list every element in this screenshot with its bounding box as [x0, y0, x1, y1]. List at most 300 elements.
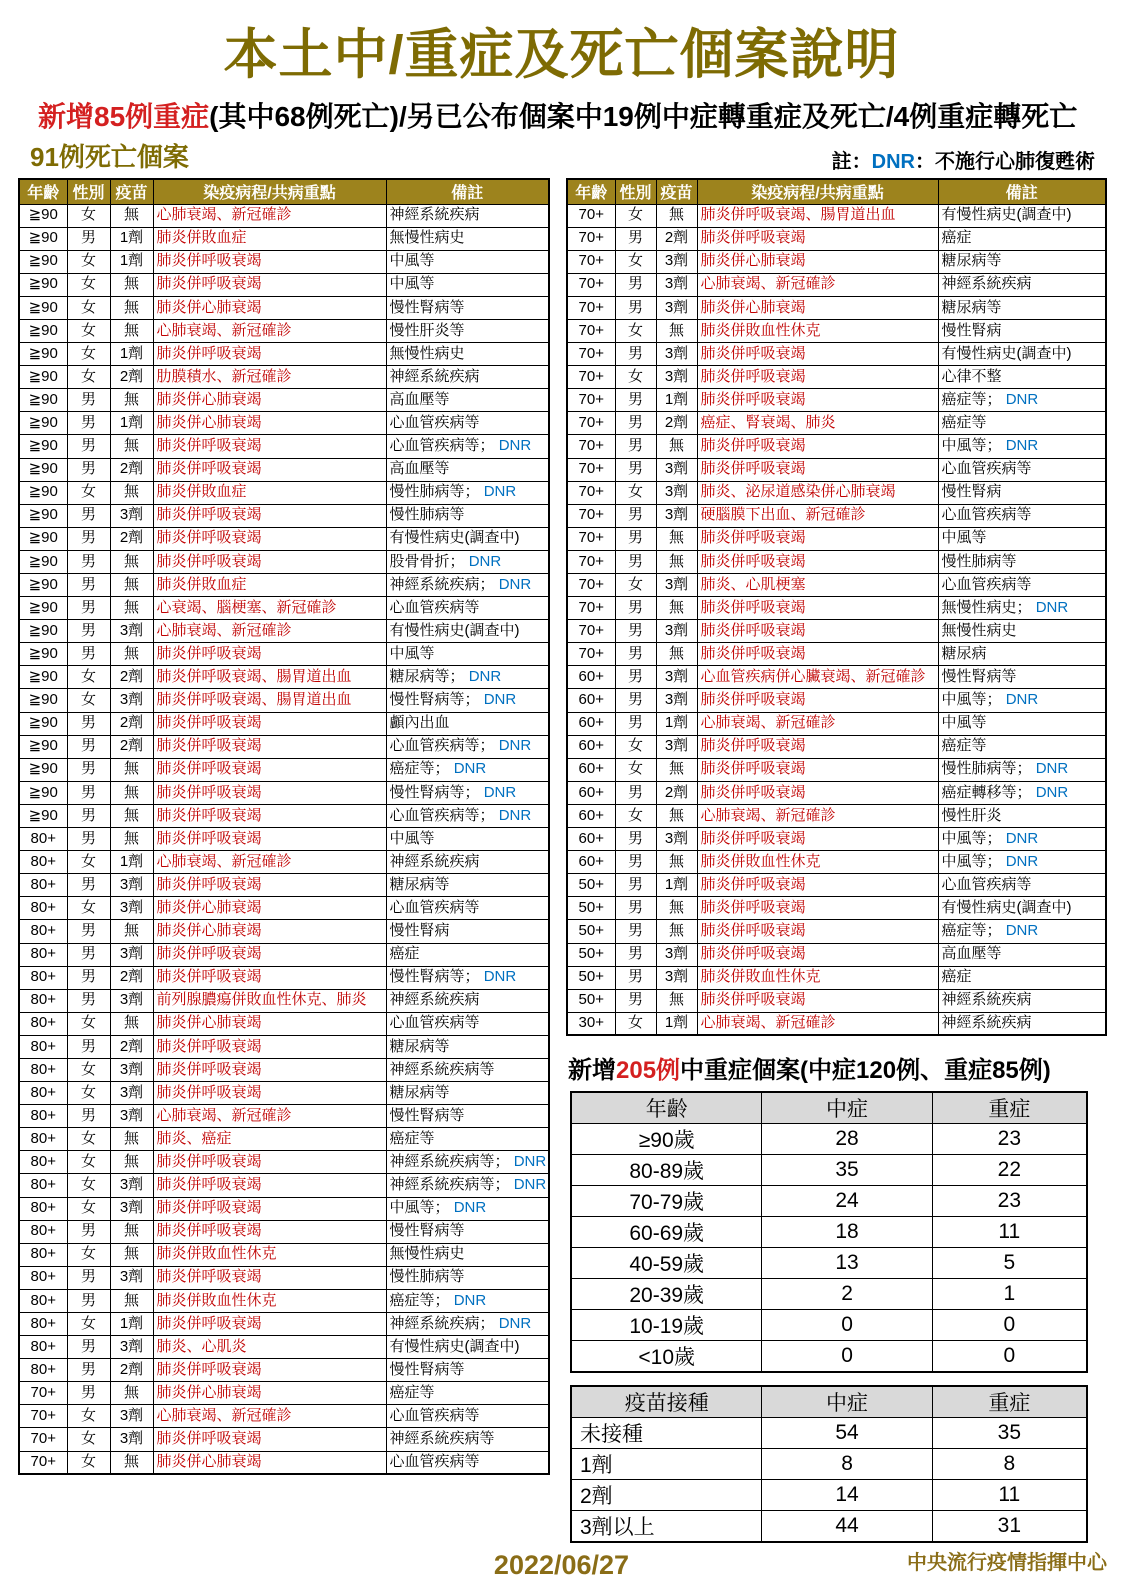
sex-cell: 男: [67, 1289, 110, 1312]
table-row: [19, 435, 549, 458]
death-table-header-row: [567, 179, 1106, 204]
age-cell: 70+: [567, 435, 615, 458]
sex-cell: 男: [67, 1382, 110, 1405]
column-header: 中症: [762, 1386, 932, 1418]
course-cell: 肺炎併呼吸衰竭: [153, 643, 386, 666]
course-cell: 肺炎併呼吸衰竭: [153, 943, 386, 966]
dnr-flag: DNR: [468, 552, 502, 570]
note-cell: 癌症等: [386, 1128, 549, 1151]
count-cell: 0: [762, 1341, 932, 1373]
note-cell: 慢性腎病等: [386, 1220, 549, 1243]
course-cell: 肺炎併呼吸衰竭: [697, 643, 938, 666]
table-row: [567, 227, 1106, 250]
category-cell: 20-39歲: [571, 1279, 762, 1310]
age-cell: 60+: [567, 851, 615, 874]
course-cell: 肺炎併呼吸衰竭: [697, 758, 938, 781]
course-cell: 心肺衰竭、新冠確診: [697, 804, 938, 827]
count-cell: 18: [762, 1217, 932, 1248]
dnr-flag: DNR: [1005, 691, 1039, 709]
vaccine-cell: 1劑: [110, 851, 153, 874]
sex-cell: 男: [67, 504, 110, 527]
age-cell: ≧90: [19, 804, 67, 827]
note-cell: 癌症轉移等； DNR: [938, 781, 1106, 804]
age-cell: 70+: [567, 250, 615, 273]
count-cell: 22: [932, 1155, 1087, 1186]
note-cell: 有慢性病史(調查中): [386, 1336, 549, 1359]
sex-cell: 男: [615, 550, 656, 573]
table-row: [571, 1341, 1087, 1373]
table-row: [19, 735, 549, 758]
course-cell: 肺炎併敗血性休克: [697, 851, 938, 874]
age-cell: 70+: [567, 550, 615, 573]
dnr-note-suffix: ：不施行心肺復甦術: [915, 151, 1095, 173]
vaccine-cell: 3劑: [656, 666, 697, 689]
vaccine-cell: 2劑: [110, 366, 153, 389]
note-cell: 中風等: [386, 643, 549, 666]
category-cell: 3劑以上: [571, 1511, 762, 1543]
course-cell: 心血管疾病併心臟衰竭、新冠確診: [697, 666, 938, 689]
table-row: [567, 758, 1106, 781]
sex-cell: 女: [615, 735, 656, 758]
age-cell: 80+: [19, 851, 67, 874]
sex-cell: 男: [615, 828, 656, 851]
table-row: [19, 804, 549, 827]
vaccine-cell: 無: [110, 828, 153, 851]
sex-cell: 男: [67, 735, 110, 758]
sex-cell: 男: [615, 666, 656, 689]
vaccine-cell: 3劑: [656, 689, 697, 712]
note-cell: 無慢性病史: [938, 620, 1106, 643]
note-cell: 中風等； DNR: [938, 828, 1106, 851]
vaccine-cell: 3劑: [110, 989, 153, 1012]
vaccine-cell: 3劑: [110, 1082, 153, 1105]
column-header: 年齡: [19, 179, 67, 204]
age-cell: 80+: [19, 1336, 67, 1359]
course-cell: 肺炎併呼吸衰竭: [153, 758, 386, 781]
sex-cell: 女: [67, 319, 110, 342]
age-cell: 80+: [19, 1313, 67, 1336]
table-row: [19, 204, 549, 227]
dnr-flag: DNR: [498, 806, 532, 824]
table-row: [571, 1155, 1087, 1186]
note-cell: 癌症: [386, 943, 549, 966]
table-row: [19, 966, 549, 989]
vaccine-cell: 3劑: [656, 504, 697, 527]
age-cell: ≧90: [19, 666, 67, 689]
table-row: [19, 666, 549, 689]
table-row: [19, 1359, 549, 1382]
course-cell: 肺炎併呼吸衰竭: [697, 920, 938, 943]
dnr-flag: DNR: [1035, 760, 1069, 778]
table-row: [571, 1279, 1087, 1310]
note-cell: 神經系統疾病； DNR: [386, 1313, 549, 1336]
count-cell: 31: [932, 1511, 1087, 1543]
sex-cell: 男: [67, 943, 110, 966]
table-row: [19, 389, 549, 412]
note-cell: 高血壓等: [386, 389, 549, 412]
note-cell: 癌症等； DNR: [386, 1289, 549, 1312]
count-cell: 8: [762, 1449, 932, 1480]
age-cell: 80+: [19, 1012, 67, 1035]
note-cell: 神經系統疾病等； DNR: [386, 1151, 549, 1174]
column-header: 中症: [762, 1092, 932, 1124]
sex-cell: 男: [67, 574, 110, 597]
note-cell: 無慢性病史: [386, 227, 549, 250]
category-cell: 未接種: [571, 1418, 762, 1449]
vaccine-cell: 無: [110, 643, 153, 666]
age-cell: 80+: [19, 1082, 67, 1105]
note-cell: 心血管疾病等: [938, 504, 1106, 527]
table-row: [567, 504, 1106, 527]
note-cell: 有慢性病史(調查中): [938, 897, 1106, 920]
sex-cell: 男: [615, 781, 656, 804]
dnr-flag: DNR: [498, 737, 532, 755]
table-row: [19, 1405, 549, 1428]
table-row: [19, 550, 549, 573]
note-cell: 慢性肺病等: [386, 1266, 549, 1289]
table-row: [19, 1313, 549, 1336]
count-cell: 0: [762, 1310, 932, 1341]
table-row: [19, 920, 549, 943]
sex-cell: 男: [615, 597, 656, 620]
course-cell: 肺炎併敗血症: [153, 227, 386, 250]
dnr-flag: DNR: [453, 1199, 487, 1217]
vaccine-cell: 無: [656, 597, 697, 620]
note-cell: 心血管疾病等: [386, 1451, 549, 1474]
course-cell: 肺炎併呼吸衰竭: [153, 527, 386, 550]
vaccine-cell: 無: [110, 1451, 153, 1474]
table-row: [571, 1480, 1087, 1511]
vaccine-cell: 3劑: [656, 481, 697, 504]
note-cell: 神經系統疾病: [386, 989, 549, 1012]
course-cell: 肺炎、泌尿道感染併心肺衰竭: [697, 481, 938, 504]
sex-cell: 男: [67, 435, 110, 458]
age-cell: 80+: [19, 1359, 67, 1382]
course-cell: 肺炎併心肺衰竭: [153, 1451, 386, 1474]
course-cell: 肺炎併呼吸衰竭: [153, 1428, 386, 1451]
death-count-heading: 91例死亡個案: [30, 142, 189, 172]
vaccine-cell: 無: [656, 989, 697, 1012]
sex-cell: 男: [615, 227, 656, 250]
sex-cell: 女: [615, 758, 656, 781]
vaccine-cell: 無: [110, 804, 153, 827]
note-cell: 神經系統疾病等: [386, 1058, 549, 1081]
course-cell: 心衰竭、腦梗塞、新冠確診: [153, 597, 386, 620]
death-tables-region: [0, 178, 1123, 1543]
table-row: [571, 1418, 1087, 1449]
table-row: [19, 527, 549, 550]
sex-cell: 男: [67, 389, 110, 412]
course-cell: 肺炎、心肌梗塞: [697, 574, 938, 597]
vaccine-cell: 1劑: [110, 1313, 153, 1336]
course-cell: 肋膜積水、新冠確診: [153, 366, 386, 389]
note-cell: 有慢性病史(調查中): [938, 343, 1106, 366]
note-cell: 慢性腎病等: [386, 296, 549, 319]
sex-cell: 男: [615, 527, 656, 550]
course-cell: 肺炎併呼吸衰竭: [153, 1035, 386, 1058]
note-cell: 癌症: [938, 966, 1106, 989]
category-cell: 2劑: [571, 1480, 762, 1511]
course-cell: 肺炎併呼吸衰竭: [153, 1151, 386, 1174]
course-cell: 肺炎併心肺衰竭: [153, 389, 386, 412]
age-cell: 70+: [567, 366, 615, 389]
sex-cell: 女: [67, 481, 110, 504]
note-cell: 神經系統疾病: [386, 204, 549, 227]
count-cell: 14: [762, 1480, 932, 1511]
severe-summary-heading: [568, 1050, 1105, 1085]
course-cell: 心肺衰竭、新冠確診: [153, 319, 386, 342]
table-row: [567, 689, 1106, 712]
death-table-header-row: [19, 179, 549, 204]
column-header: 性別: [67, 179, 110, 204]
sex-cell: 男: [67, 227, 110, 250]
note-cell: 中風等: [386, 828, 549, 851]
age-cell: 70+: [567, 412, 615, 435]
age-cell: 60+: [567, 712, 615, 735]
note-cell: 中風等: [938, 527, 1106, 550]
sex-cell: 男: [67, 1336, 110, 1359]
note-cell: 心血管疾病等: [386, 1405, 549, 1428]
vaccine-cell: 無: [110, 1243, 153, 1266]
course-cell: 肺炎併呼吸衰竭: [697, 597, 938, 620]
vaccine-cell: 3劑: [656, 943, 697, 966]
dnr-note-prefix: 註：: [831, 151, 872, 173]
age-cell: 70+: [567, 204, 615, 227]
table-row: [567, 781, 1106, 804]
sex-cell: 女: [67, 666, 110, 689]
course-cell: 肺炎併呼吸衰竭: [153, 804, 386, 827]
sex-cell: 男: [67, 828, 110, 851]
vaccine-cell: 無: [110, 1128, 153, 1151]
note-cell: 慢性腎病等: [938, 666, 1106, 689]
age-cell: 80+: [19, 874, 67, 897]
note-cell: 中風等； DNR: [938, 689, 1106, 712]
course-cell: 肺炎併呼吸衰竭: [697, 828, 938, 851]
count-cell: 2: [762, 1279, 932, 1310]
table-row: [19, 851, 549, 874]
dnr-flag: DNR: [498, 437, 532, 455]
note-cell: 糖尿病等； DNR: [386, 666, 549, 689]
table-row: [571, 1124, 1087, 1155]
sex-cell: 女: [67, 1058, 110, 1081]
sex-cell: 男: [67, 458, 110, 481]
table-row: [571, 1248, 1087, 1279]
vaccine-cell: 無: [656, 920, 697, 943]
column-header: 重症: [932, 1092, 1087, 1124]
age-cell: 80+: [19, 1105, 67, 1128]
table-row: [19, 227, 549, 250]
count-cell: 0: [932, 1310, 1087, 1341]
table-row: [19, 574, 549, 597]
organization-name: 中央流行疫情指揮中心: [907, 1552, 1107, 1574]
dnr-flag: DNR: [1005, 852, 1039, 870]
age-cell: ≧90: [19, 620, 67, 643]
dnr-flag: DNR: [498, 1314, 532, 1332]
note-cell: 顱內出血: [386, 712, 549, 735]
course-cell: 肺炎併呼吸衰竭: [153, 250, 386, 273]
age-cell: ≧90: [19, 343, 67, 366]
table-row: [567, 273, 1106, 296]
page-title: 本土中/重症及死亡個案說明: [223, 25, 900, 85]
table-row: [567, 897, 1106, 920]
vaccine-cell: 3劑: [110, 1058, 153, 1081]
dnr-flag: DNR: [483, 691, 517, 709]
vaccine-cell: 無: [110, 389, 153, 412]
age-cell: ≧90: [19, 458, 67, 481]
note-cell: 癌症等: [938, 735, 1106, 758]
table-row: [19, 1428, 549, 1451]
table-row: [567, 574, 1106, 597]
sex-cell: 男: [67, 527, 110, 550]
course-cell: 肺炎併呼吸衰竭: [153, 781, 386, 804]
age-cell: 70+: [19, 1405, 67, 1428]
course-cell: 肺炎併呼吸衰竭: [153, 966, 386, 989]
category-cell: 1劑: [571, 1449, 762, 1480]
note-cell: 心血管疾病等: [938, 874, 1106, 897]
course-cell: 肺炎併敗血症: [153, 481, 386, 504]
category-cell: 70-79歲: [571, 1186, 762, 1217]
sex-cell: 女: [67, 1197, 110, 1220]
sex-cell: 男: [615, 851, 656, 874]
vaccine-cell: 3劑: [656, 296, 697, 319]
vaccine-cell: 1劑: [110, 227, 153, 250]
course-cell: 心肺衰竭、新冠確診: [697, 1012, 938, 1035]
sex-cell: 男: [615, 943, 656, 966]
sex-cell: 男: [615, 966, 656, 989]
table-row: [19, 897, 549, 920]
column-header: 年齡: [567, 179, 615, 204]
vaccine-cell: 3劑: [656, 366, 697, 389]
table-row: [19, 874, 549, 897]
table-row: [567, 666, 1106, 689]
course-cell: 肺炎併呼吸衰竭: [697, 897, 938, 920]
vaccine-cell: 無: [110, 574, 153, 597]
course-cell: 肺炎併呼吸衰竭: [697, 458, 938, 481]
age-cell: 80+: [19, 943, 67, 966]
table-row: [567, 851, 1106, 874]
table-row: [567, 1012, 1106, 1035]
table-row: [567, 204, 1106, 227]
sex-cell: 女: [67, 1012, 110, 1035]
table-row: [19, 1058, 549, 1081]
age-cell: 80+: [19, 897, 67, 920]
column-header: 疫苗接種: [571, 1386, 762, 1418]
note-cell: 慢性腎病等； DNR: [386, 966, 549, 989]
left-column: [18, 178, 548, 1475]
table-row: [19, 643, 549, 666]
sex-cell: 女: [67, 250, 110, 273]
table-row: [19, 1105, 549, 1128]
course-cell: 肺炎併呼吸衰竭: [697, 366, 938, 389]
count-cell: 8: [932, 1449, 1087, 1480]
course-cell: 肺炎併心肺衰竭: [153, 897, 386, 920]
course-cell: 肺炎併呼吸衰竭: [697, 527, 938, 550]
column-header: 備註: [386, 179, 549, 204]
sex-cell: 男: [67, 966, 110, 989]
vaccine-cell: 2劑: [656, 781, 697, 804]
sex-cell: 女: [67, 1313, 110, 1336]
table-row: [567, 735, 1106, 758]
dnr-note-abbr: DNR: [871, 151, 915, 173]
note-cell: 慢性腎病: [386, 920, 549, 943]
severe-heading-post: 中重症個案(中症120例、重症85例): [680, 1057, 1051, 1085]
age-cell: ≧90: [19, 273, 67, 296]
sex-cell: 男: [615, 412, 656, 435]
sex-cell: 男: [67, 874, 110, 897]
note-cell: 慢性肺病等； DNR: [386, 481, 549, 504]
note-cell: 心律不整: [938, 366, 1106, 389]
note-cell: 中風等: [386, 250, 549, 273]
course-cell: 肺炎併呼吸衰竭、腸胃道出血: [697, 204, 938, 227]
age-cell: 70+: [567, 481, 615, 504]
course-cell: 肺炎併呼吸衰竭: [153, 1082, 386, 1105]
table-row: [19, 828, 549, 851]
age-cell: 80+: [19, 1128, 67, 1151]
count-cell: 28: [762, 1124, 932, 1155]
dnr-flag: DNR: [513, 1153, 547, 1171]
course-cell: 肺炎併呼吸衰竭: [153, 1058, 386, 1081]
dnr-flag: DNR: [1035, 598, 1069, 616]
note-cell: 糖尿病等: [386, 1035, 549, 1058]
note-cell: 中風等； DNR: [938, 435, 1106, 458]
dnr-flag: DNR: [498, 575, 532, 593]
table-row: [567, 712, 1106, 735]
age-cell: 50+: [567, 920, 615, 943]
sex-cell: 男: [67, 1220, 110, 1243]
table-row: [19, 1035, 549, 1058]
note-cell: 無慢性病史； DNR: [938, 597, 1106, 620]
sex-cell: 男: [67, 1035, 110, 1058]
age-cell: 80+: [19, 1197, 67, 1220]
count-cell: 23: [932, 1124, 1087, 1155]
age-cell: 80+: [19, 1035, 67, 1058]
course-cell: 肺炎併呼吸衰竭、腸胃道出血: [153, 689, 386, 712]
sex-cell: 男: [615, 643, 656, 666]
vaccine-cell: 3劑: [110, 1174, 153, 1197]
table-row: [571, 1310, 1087, 1341]
course-cell: 肺炎併呼吸衰竭: [153, 1266, 386, 1289]
course-cell: 肺炎併敗血性休克: [153, 1243, 386, 1266]
table-row: [567, 804, 1106, 827]
table-row: [567, 828, 1106, 851]
age-cell: ≧90: [19, 412, 67, 435]
death-table-right: [566, 178, 1107, 1036]
note-cell: 股骨骨折； DNR: [386, 550, 549, 573]
course-cell: 心肺衰竭、新冠確診: [153, 620, 386, 643]
table-row: [19, 1174, 549, 1197]
course-cell: 肺炎併心肺衰竭: [697, 250, 938, 273]
sex-cell: 女: [67, 1243, 110, 1266]
vaccine-cell: 無: [110, 1151, 153, 1174]
vaccine-cell: 3劑: [656, 250, 697, 273]
age-cell: 80+: [19, 1266, 67, 1289]
age-cell: ≧90: [19, 389, 67, 412]
vaccine-cell: 3劑: [110, 1197, 153, 1220]
note-cell: 神經系統疾病； DNR: [386, 574, 549, 597]
table-row: [19, 319, 549, 342]
vaccine-cell: 無: [656, 897, 697, 920]
note-cell: 神經系統疾病: [938, 273, 1106, 296]
table-row: [567, 643, 1106, 666]
vaccine-cell: 3劑: [110, 1266, 153, 1289]
age-cell: 80+: [19, 989, 67, 1012]
sex-cell: 男: [615, 458, 656, 481]
age-cell: 60+: [567, 758, 615, 781]
course-cell: 肺炎併呼吸衰竭: [153, 712, 386, 735]
age-cell: 80+: [19, 1058, 67, 1081]
note-cell: 心血管疾病等； DNR: [386, 804, 549, 827]
age-cell: ≧90: [19, 481, 67, 504]
